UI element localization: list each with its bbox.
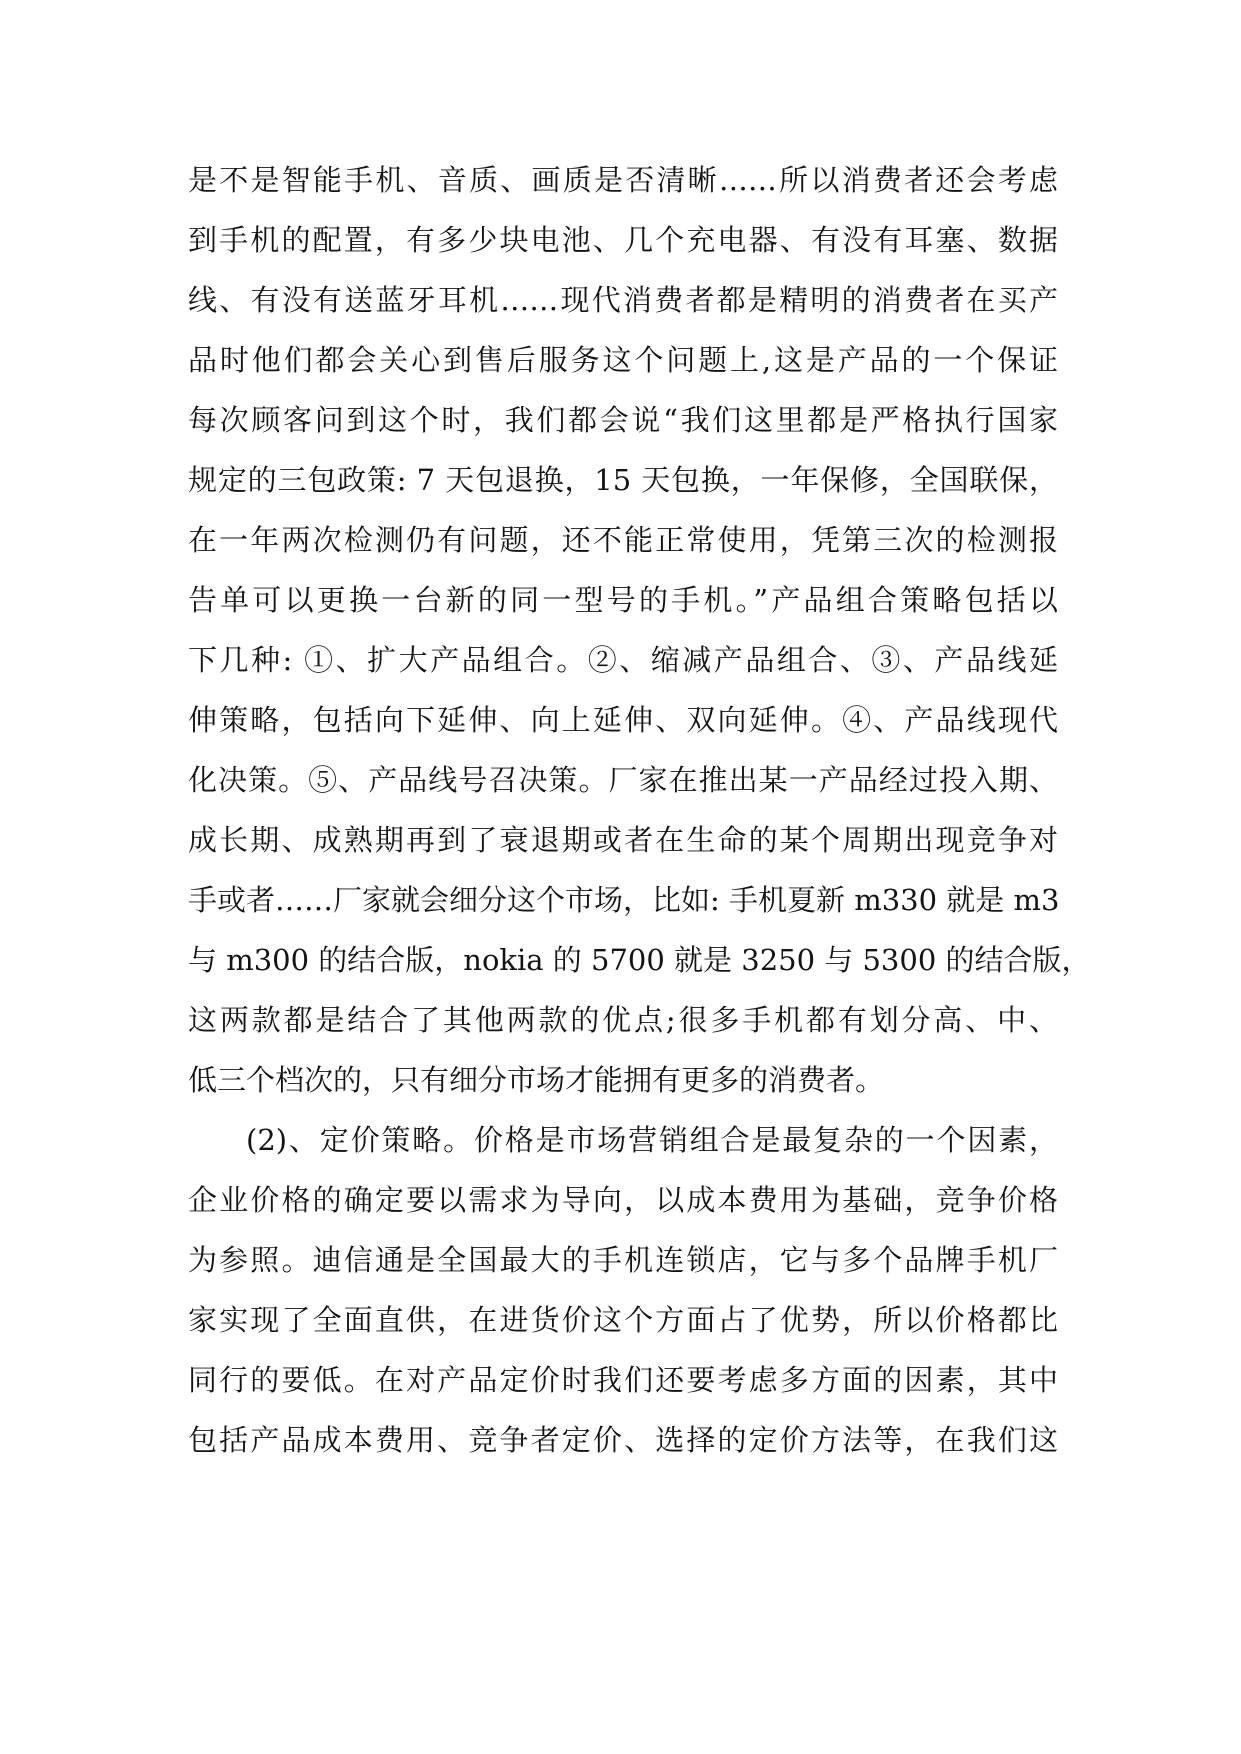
text-line: 伸策略，包括向下延伸、向上延伸、双向延伸。④、产品线现代	[188, 703, 1058, 737]
text-line: 为参照。迪信通是全国最大的手机连锁店，它与多个品牌手机厂	[188, 1243, 1058, 1277]
text-line: 化决策。⑤、产品线号召决策。厂家在推出某一产品经过投入期、	[188, 763, 1058, 797]
text-line: 告单可以更换一台新的同一型号的手机。”产品组合策略包括以	[188, 583, 1058, 617]
text-line: 与 m300 的结合版，nokia 的 5700 就是 3250 与 5300 的结合版，	[188, 943, 1091, 977]
body-text	[188, 160, 1091, 1480]
paragraph	[188, 1120, 1058, 1480]
text-line: 品时他们都会关心到售后服务这个问题上,这是产品的一个保证	[188, 343, 1058, 377]
text-line: 是不是智能手机、音质、画质是否清晰……所以消费者还会考虑	[188, 163, 1058, 197]
text-line: (2)、定价策略。价格是市场营销组合是最复杂的一个因素，	[246, 1123, 1058, 1157]
text-line: 下几种: ①、扩大产品组合。②、缩减产品组合、③、产品线延	[188, 643, 1058, 677]
text-line: 低三个档次的，只有细分市场才能拥有更多的消费者。	[188, 1063, 885, 1097]
text-line: 在一年两次检测仍有问题，还不能正常使用，凭第三次的检测报	[188, 523, 1058, 557]
paragraph	[188, 160, 1091, 1120]
text-line: 每次顾客问到这个时，我们都会说“我们这里都是严格执行国家	[188, 403, 1058, 437]
text-line: 这两款都是结合了其他两款的优点;很多手机都有划分高、中、	[188, 1003, 1058, 1037]
text-line: 企业价格的确定要以需求为导向，以成本费用为基础，竞争价格	[188, 1183, 1058, 1217]
text-line: 规定的三包政策: 7 天包退换，15 天包换，一年保修，全国联保，	[188, 463, 1058, 497]
text-line: 包括产品成本费用、竞争者定价、选择的定价方法等，在我们这	[188, 1423, 1058, 1457]
text-line: 手或者……厂家就会细分这个市场，比如: 手机夏新 m330 就是 m3	[188, 883, 1060, 917]
text-line: 同行的要低。在对产品定价时我们还要考虑多方面的因素，其中	[188, 1363, 1058, 1397]
text-line: 线、有没有送蓝牙耳机……现代消费者都是精明的消费者在买产	[188, 283, 1058, 317]
text-line: 到手机的配置，有多少块电池、几个充电器、有没有耳塞、数据	[188, 223, 1058, 257]
text-line: 成长期、成熟期再到了衰退期或者在生命的某个周期出现竞争对	[188, 823, 1058, 857]
text-line: 家实现了全面直供，在进货价这个方面占了优势，所以价格都比	[188, 1303, 1058, 1337]
